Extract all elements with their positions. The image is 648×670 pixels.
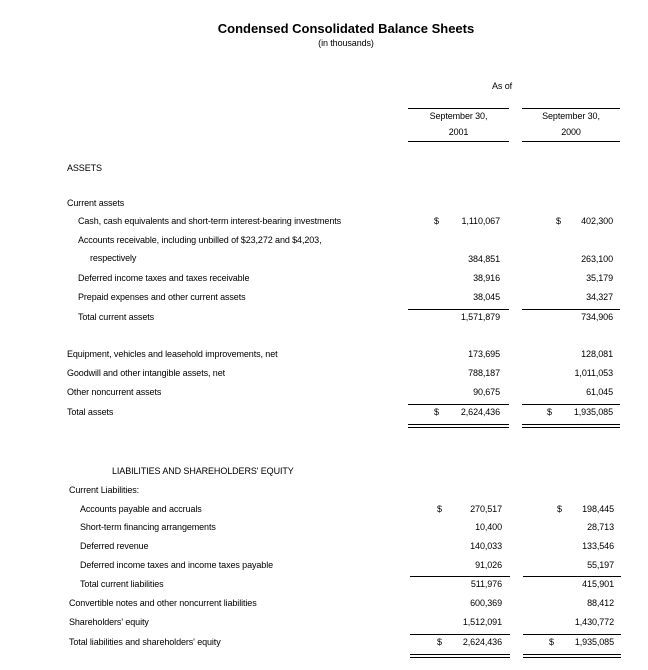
accounts-payable-label: Accounts payable and accruals <box>80 504 202 514</box>
currency-symbol: $ <box>437 637 442 647</box>
accounts-receivable-label-cont: respectively <box>90 253 137 263</box>
total-current-liabilities-2001: 511,976 <box>470 579 502 589</box>
currency-symbol: $ <box>437 504 442 514</box>
double-rule <box>408 424 509 425</box>
double-rule <box>523 654 621 655</box>
as-of-label: As of <box>492 81 513 91</box>
convertible-notes-2000: 88,412 <box>587 598 614 608</box>
short-term-financing-2001: 10,400 <box>475 522 502 532</box>
total-assets-label: Total assets <box>67 407 114 417</box>
col-2001-header-line1: September 30, <box>429 111 488 121</box>
convertible-notes-label: Convertible notes and other noncurrent liabilities <box>69 598 257 608</box>
total-rule <box>408 404 509 405</box>
page-title: Condensed Consolidated Balance Sheets <box>217 21 475 36</box>
prepaid-expenses-2000: 34,327 <box>586 292 613 302</box>
currency-symbol: $ <box>434 407 439 417</box>
double-rule <box>410 654 510 655</box>
subtotal-rule <box>523 576 621 577</box>
total-current-liabilities-label: Total current liabilities <box>80 579 164 589</box>
shareholders-equity-2000: 1,430,772 <box>574 617 614 627</box>
total-liabilities-equity-2001: 2,624,436 <box>462 637 502 647</box>
deferred-revenue-label: Deferred revenue <box>80 541 149 551</box>
convertible-notes-2001: 600,369 <box>470 598 502 608</box>
goodwill-2000: 1,011,053 <box>574 368 613 378</box>
col-2000-top-rule <box>522 108 620 109</box>
col-2000-header-rule <box>522 141 620 142</box>
other-noncurrent-assets-label: Other noncurrent assets <box>67 387 162 397</box>
accounts-payable-2000: 198,445 <box>582 504 614 514</box>
shareholders-equity-2001: 1,512,091 <box>462 617 502 627</box>
deferred-taxes-receivable-2001: 38,916 <box>473 273 500 283</box>
liabilities-heading: LIABILITIES AND SHAREHOLDERS' EQUITY <box>112 466 294 476</box>
short-term-financing-label: Short-term financing arrangements <box>80 522 216 532</box>
deferred-taxes-payable-label: Deferred income taxes and income taxes payable <box>80 560 274 570</box>
total-rule <box>410 634 510 635</box>
subtotal-rule <box>522 309 620 310</box>
equipment-2000: 128,081 <box>581 349 613 359</box>
shareholders-equity-label: Shareholders' equity <box>69 617 149 627</box>
double-rule <box>522 424 620 425</box>
deferred-taxes-payable-2001: 91,026 <box>475 560 502 570</box>
currency-symbol: $ <box>549 637 554 647</box>
subtotal-rule <box>410 576 510 577</box>
double-rule <box>523 657 621 658</box>
total-assets-2001: 2,624,436 <box>460 407 500 417</box>
subtotal-rule <box>408 309 509 310</box>
currency-symbol: $ <box>556 216 561 226</box>
assets-heading: ASSETS <box>67 163 102 173</box>
cash-label: Cash, cash equivalents and short-term interest-bearing investments <box>78 216 342 226</box>
accounts-payable-2001: 270,517 <box>470 504 502 514</box>
deferred-revenue-2000: 133,546 <box>582 541 614 551</box>
col-2001-header-line2: 2001 <box>448 127 469 137</box>
double-rule <box>410 657 510 658</box>
col-2000-header-line2: 2000 <box>561 127 581 137</box>
deferred-taxes-receivable-label: Deferred income taxes and taxes receivable <box>78 273 250 283</box>
equipment-2001: 173,695 <box>468 349 500 359</box>
deferred-taxes-payable-2000: 55,197 <box>587 560 614 570</box>
deferred-taxes-receivable-2000: 35,179 <box>586 273 613 283</box>
total-current-assets-2001: 1,571,879 <box>460 312 500 322</box>
current-assets-heading: Current assets <box>67 198 125 208</box>
currency-symbol: $ <box>434 216 439 226</box>
double-rule <box>408 427 509 428</box>
total-liabilities-equity-label: Total liabilities and shareholders' equity <box>69 637 221 647</box>
prepaid-expenses-label: Prepaid expenses and other current assets <box>78 292 246 302</box>
current-liabilities-heading: Current Liabilities: <box>69 485 140 495</box>
total-liabilities-equity-2000: 1,935,085 <box>574 637 614 647</box>
total-assets-2000: 1,935,085 <box>573 407 613 417</box>
double-rule <box>522 427 620 428</box>
total-current-assets-label: Total current assets <box>78 312 155 322</box>
accounts-receivable-2000: 263,100 <box>581 254 613 264</box>
cash-2000: 402,300 <box>581 216 613 226</box>
col-2001-top-rule <box>408 108 509 109</box>
cash-2001: 1,110,067 <box>461 216 500 226</box>
total-rule <box>523 634 621 635</box>
other-noncurrent-assets-2001: 90,675 <box>473 387 500 397</box>
short-term-financing-2000: 28,713 <box>587 522 614 532</box>
total-rule <box>522 404 620 405</box>
other-noncurrent-assets-2000: 61,045 <box>586 387 613 397</box>
page-subtitle: (in thousands) <box>318 38 374 48</box>
total-current-assets-2000: 734,906 <box>581 312 613 322</box>
col-2000-header-line1: September 30, <box>542 111 600 121</box>
col-2001-header-rule <box>408 141 509 142</box>
currency-symbol: $ <box>557 504 562 514</box>
accounts-receivable-label: Accounts receivable, including unbilled of $23,272 and $4,203, <box>78 235 322 245</box>
prepaid-expenses-2001: 38,045 <box>473 292 500 302</box>
currency-symbol: $ <box>547 407 552 417</box>
total-current-liabilities-2000: 415,901 <box>582 579 614 589</box>
goodwill-2001: 788,187 <box>468 368 500 378</box>
deferred-revenue-2001: 140,033 <box>470 541 502 551</box>
equipment-label: Equipment, vehicles and leasehold improvements, net <box>67 349 278 359</box>
accounts-receivable-2001: 384,851 <box>468 254 500 264</box>
goodwill-label: Goodwill and other intangible assets, net <box>67 368 226 378</box>
